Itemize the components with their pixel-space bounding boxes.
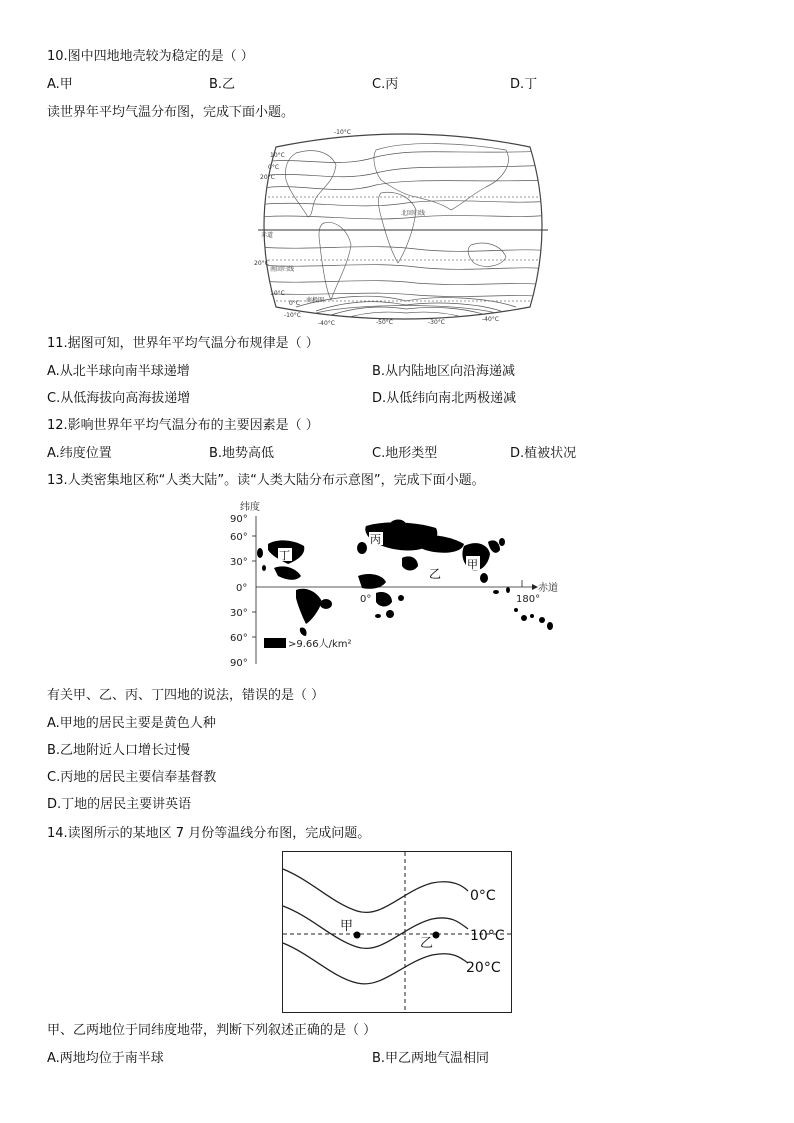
q12-option-c: C.地形类型	[372, 446, 438, 461]
q11-stem: 11.据图可知，世界年平均气温分布规律是（ ）	[47, 336, 319, 351]
q14-stem: 14.读图所示的某地区 7 月份等温线分布图，完成问题。	[47, 826, 371, 841]
q10-option-a: A.甲	[47, 77, 73, 92]
q14-sub-stem: 甲、乙两地位于同纬度地带，判断下列叙述正确的是（ ）	[47, 1023, 377, 1038]
map2-ytick-90s: 90°	[230, 658, 248, 669]
q10-stem: 10.图中四地地壳较为稳定的是（ ）	[47, 49, 254, 64]
map1-label-neg40-b: -40°C	[482, 316, 499, 323]
map2-place-bing: 丙	[370, 533, 381, 546]
map2-ytick-30n: 30°	[230, 557, 248, 568]
q10-option-b: B.乙	[209, 77, 236, 92]
q12-option-a: A.纬度位置	[47, 446, 112, 461]
q14-option-a: A.两地均位于南半球	[47, 1051, 164, 1066]
map1-label-0c-south: 0°C	[289, 300, 301, 307]
q13-option-c: C.丙地的居民主要信奉基督教	[47, 770, 217, 785]
map2-ylabel: 纬度	[240, 502, 260, 513]
map2-ytick-90n: 90°	[230, 514, 248, 525]
q13-option-a: A.甲地的居民主要是黄色人种	[47, 716, 216, 731]
point-jia-label: 甲	[340, 919, 354, 934]
q13-sub-stem: 有关甲、乙、丙、丁四地的说法，错误的是（ ）	[47, 688, 325, 703]
population-distribution-map	[226, 498, 572, 670]
map1-label-neg30: -30°C	[428, 319, 445, 326]
q11-option-a: A.从北半球向南半球递增	[47, 364, 190, 379]
map1-label-20c-north: 20°C	[260, 174, 275, 181]
intro-temperature-map: 读世界年平均气温分布图，完成下面小题。	[47, 105, 295, 120]
map2-place-jia: 甲	[467, 558, 478, 571]
q11-option-b: B.从内陆地区向沿海递减	[372, 364, 516, 379]
world-temperature-map	[256, 125, 550, 330]
map2-ytick-30s: 30°	[230, 608, 248, 619]
q12-option-b: B.地势高低	[209, 446, 275, 461]
map1-label-10c: 10°C	[270, 152, 285, 159]
isotherm-20c-label: 20°C	[466, 960, 501, 976]
q13-option-b: B.乙地附近人口增长过慢	[47, 743, 191, 758]
q11-option-d: D.从低纬向南北两极递减	[372, 391, 517, 406]
map1-label-neg40-a: -40°C	[318, 320, 335, 327]
map2-legend-swatch	[264, 638, 286, 648]
map2-ytick-0: 0°	[236, 583, 248, 594]
point-yi-label: 乙	[420, 936, 434, 951]
map1-label-10c-south: 10°C	[270, 290, 285, 297]
map2-place-yi: 乙	[429, 567, 442, 581]
map2-x180: 180°	[516, 594, 541, 605]
map1-label-neg10: -10°C	[334, 129, 351, 136]
map1-label-20c-south: 20°C	[254, 260, 269, 267]
map1-label-0c: 0°C	[268, 164, 280, 171]
map1-tropic-north: 北回归线	[401, 210, 426, 217]
map2-equator-label: 赤道	[538, 583, 558, 594]
map2-x0: 0°	[360, 594, 372, 605]
q13-option-d: D.丁地的居民主要讲英语	[47, 797, 192, 812]
map1-tropic-south: 南回归线	[270, 266, 295, 273]
q12-option-d: D.植被状况	[510, 446, 577, 461]
map1-label-neg10-south: -10°C	[284, 312, 301, 319]
q13-stem: 13.人类密集地区称“人类大陆”。读“人类大陆分布示意图”，完成下面小题。	[47, 473, 485, 488]
isotherm-10c-label: 10°C	[470, 928, 505, 944]
q10-option-c: C.丙	[372, 77, 399, 92]
map2-ytick-60n: 60°	[230, 532, 248, 543]
map1-label-neg50: -50°C	[376, 319, 393, 326]
isotherm-0c-label: 0°C	[470, 888, 496, 904]
q10-option-d: D.丁	[510, 77, 538, 92]
map1-antarctic: 南极圈	[306, 297, 325, 304]
map1-equator: 赤道	[261, 232, 274, 239]
isotherm-diagram	[282, 851, 512, 1013]
q11-option-c: C.从低海拔向高海拔递增	[47, 391, 191, 406]
map2-ytick-60s: 60°	[230, 633, 248, 644]
q14-option-b: B.甲乙两地气温相同	[372, 1051, 490, 1066]
q12-stem: 12.影响世界年平均气温分布的主要因素是（ ）	[47, 418, 319, 433]
map2-legend-text: >9.66人/km²	[288, 639, 352, 650]
map2-place-ding: 丁	[279, 549, 290, 562]
